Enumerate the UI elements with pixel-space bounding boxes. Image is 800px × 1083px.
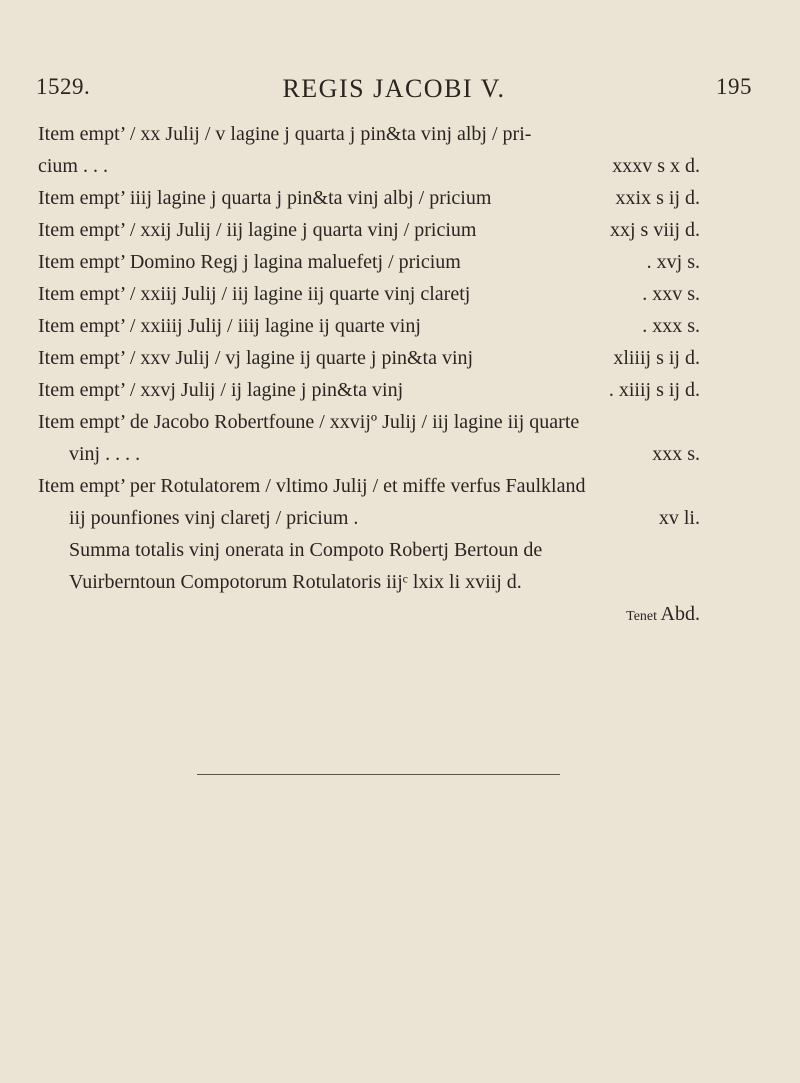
line-amount: xxix s ij d. [615, 187, 700, 209]
line-amount: xxj s viij d. [609, 219, 700, 241]
account-line [38, 310, 700, 342]
line-amount: . xxv s. [642, 283, 700, 305]
line-text: Item empt’ iiij lagine j quarta j pin&ta vinj albj / pricium [38, 187, 492, 209]
header-year: 1529. [36, 74, 91, 99]
line-amount: xxxv s x d. [612, 155, 700, 177]
footer-rule [197, 774, 560, 775]
account-line [38, 406, 700, 438]
tenet-line [38, 598, 700, 630]
account-line [38, 182, 700, 214]
line-amount: . xvj s. [646, 251, 700, 273]
line-text: cium . . . [38, 155, 108, 177]
line-text: Item empt’ / xxv Julij / vj lagine ij quarte j pin&ta vinj [38, 347, 474, 369]
line-text: Item empt’ / xxiij Julij / iij lagine iij quarte vinj claretj [38, 283, 471, 305]
account-line [38, 278, 700, 310]
line-text: vinj . . . . [69, 443, 141, 465]
account-line [38, 342, 700, 374]
line-text: Vuirberntoun Compotorum Rotulatoris iijᶜ lxix li xviij d. [69, 571, 522, 593]
page-number: 195 [716, 74, 752, 99]
line-amount: . xiiij s ij d. [608, 379, 700, 401]
account-line [38, 150, 700, 182]
line-amount: xxx s. [652, 443, 700, 465]
line-amount: . xxx s. [642, 315, 700, 337]
line-text: Item empt’ / xx Julij / v lagine j quarta j pin&ta vinj albj / pri- [38, 123, 532, 145]
line-text: Item empt’ / xxij Julij / iij lagine j quarta vinj / pricium [38, 219, 477, 241]
line-text: Item empt’ / xxvj Julij / ij lagine j pin&ta vinj [38, 379, 404, 401]
account-line [38, 502, 700, 534]
header-title: REGIS JACOBI V. [282, 74, 506, 103]
account-line [38, 438, 700, 470]
line-text: Item empt’ de Jacobo Robertfoune / xxvijº Julij / iij lagine iij quarte [38, 411, 580, 433]
account-entries [38, 118, 700, 630]
line-text: iij pounfiones vinj claretj / pricium . [69, 507, 359, 529]
account-line [38, 246, 700, 278]
running-header [36, 74, 752, 114]
line-amount: xliiij s ij d. [613, 347, 700, 369]
tenet-signature [626, 598, 700, 633]
tenet-label: Tenet [626, 609, 658, 624]
account-line [38, 534, 700, 566]
account-line [38, 566, 700, 598]
account-line [38, 470, 700, 502]
line-text: Item empt’ / xxiiij Julij / iiij lagine ij quarte vinj [38, 315, 421, 337]
line-text: Item empt’ per Rotulatorem / vltimo Julij / et miffe verfus Faulkland [38, 475, 586, 497]
line-amount: xv li. [658, 507, 700, 529]
account-line [38, 118, 700, 150]
line-text: Item empt’ Domino Regj j lagina maluefetj / pricium [38, 251, 461, 273]
account-line [38, 214, 700, 246]
line-text: Summa totalis vinj onerata in Compoto Robertj Bertoun de [69, 539, 543, 561]
signature-abbrev: Abd. [660, 603, 700, 625]
account-line [38, 374, 700, 406]
